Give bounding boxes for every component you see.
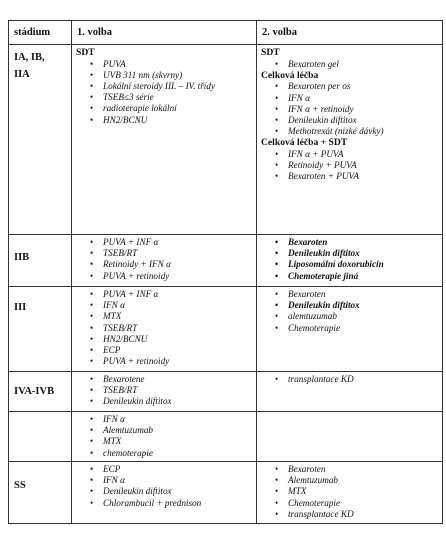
first-line-cell [72, 372, 257, 412]
second-line-cell [257, 372, 443, 412]
first-line-cell [72, 462, 257, 524]
list-item: • IFN α + PUVA [261, 149, 438, 160]
section-heading: SDT [261, 47, 280, 58]
list-item: • PUVA + retinoidy [76, 356, 252, 367]
list-item: • PUVA + INF α [76, 289, 252, 300]
list-item: • Chlorambucil + prednison [76, 498, 252, 509]
list-item: • HN2/BCNU [76, 115, 252, 126]
list-item: • radioterapie lokální [76, 103, 252, 114]
table-row [9, 462, 443, 524]
list-item: • Bexaroten [261, 464, 438, 475]
list-item: • PUVA + INF α [76, 237, 252, 248]
first-line-cell [72, 412, 257, 462]
first-line-cell [72, 45, 257, 235]
list-item: • Bexaroten + PUVA [261, 171, 438, 182]
second-line-cell [257, 462, 443, 524]
list-item: • TSEB/RT [76, 323, 252, 334]
list-item: • MTX [76, 436, 252, 447]
list-item: • TSEB/RT [76, 248, 252, 259]
list-item: • Denileukin diftitox [76, 486, 252, 497]
stage-cell: SS [9, 462, 72, 524]
second-line-cell [257, 235, 443, 287]
list-item: • Lokální steroidy III. – IV. třídy [76, 81, 252, 92]
table-row [9, 45, 443, 235]
list-item: • Bexaroten [261, 237, 438, 248]
second-line-cell [257, 287, 443, 372]
stage-cell: III [9, 287, 72, 372]
list-item: • TSEB/RT [76, 385, 252, 396]
list-item: • Retinoidy + PUVA [261, 160, 438, 171]
list-item: • Denileukin diftitox [261, 300, 438, 311]
table-row [9, 372, 443, 412]
list-item: • IFN α [76, 300, 252, 311]
header-stage: stádium [9, 21, 72, 45]
first-line-cell [72, 235, 257, 287]
list-item: • Chemoterapie jiná [261, 271, 438, 282]
header-row [9, 21, 443, 45]
list-item: • Bexaroten gel [261, 59, 438, 70]
list-item: • UVB 311 nm (skvrny) [76, 70, 252, 81]
list-item: • transplantace KD [261, 509, 438, 520]
list-item: • Bexarotene [76, 374, 252, 385]
list-item: • Chemoterapie [261, 323, 438, 334]
list-item: • alemtuzumab [261, 311, 438, 322]
list-item: • MTX [76, 311, 252, 322]
header-second-line: 2. volba [257, 21, 443, 45]
list-item: • IFN α [76, 475, 252, 486]
list-item: • Alemtuzumab [261, 475, 438, 486]
first-line-cell [72, 287, 257, 372]
stage-cell: IVA-IVB [9, 372, 72, 412]
list-item: • HN2/BCNU [76, 334, 252, 345]
list-item: • PUVA + retinoidy [76, 271, 252, 282]
list-item: • Alemtuzumab [76, 425, 252, 436]
section-heading: SDT [76, 47, 95, 58]
list-item: • Denileukin diftitox [261, 115, 438, 126]
stage-cell [9, 412, 72, 462]
table-row [9, 287, 443, 372]
header-first-line: 1. volba [72, 21, 257, 45]
section-heading: Celková léčba + SDT [261, 137, 348, 149]
second-line-cell [257, 45, 443, 235]
list-item: • Methotrexát (nízké dávky) [261, 126, 438, 137]
list-item: • Denileukin diftitox [261, 248, 438, 259]
list-item: • ECP [76, 345, 252, 356]
list-item: • MTX [261, 486, 438, 497]
table-row [9, 412, 443, 462]
list-item: • Chemoterapie [261, 498, 438, 509]
list-item: • chemoterapie [76, 448, 252, 459]
table-row [9, 235, 443, 287]
treatment-table [8, 20, 443, 524]
stage-cell: IA, IB, IIA [9, 45, 72, 235]
list-item: • Denileukin diftitox [76, 396, 252, 407]
second-line-cell [257, 412, 443, 462]
list-item: • ECP [76, 464, 252, 475]
list-item: • IFN α [261, 93, 438, 104]
list-item: • IFN α + retinoidy [261, 104, 438, 115]
list-item: • Bexaroten per os [261, 81, 438, 92]
list-item: • Retinoidy + IFN α [76, 259, 252, 270]
list-item: • Bexaroten [261, 289, 438, 300]
list-item: • transplantace KD [261, 374, 438, 385]
list-item: • TSEB≤3 série [76, 92, 252, 103]
list-item: • IFN α [76, 414, 252, 425]
section-heading: Celková léčba [261, 69, 319, 81]
list-item: • Liposomální doxorubicin [261, 259, 438, 270]
stage-cell: IIB [9, 235, 72, 287]
list-item: • PUVA [76, 59, 252, 70]
